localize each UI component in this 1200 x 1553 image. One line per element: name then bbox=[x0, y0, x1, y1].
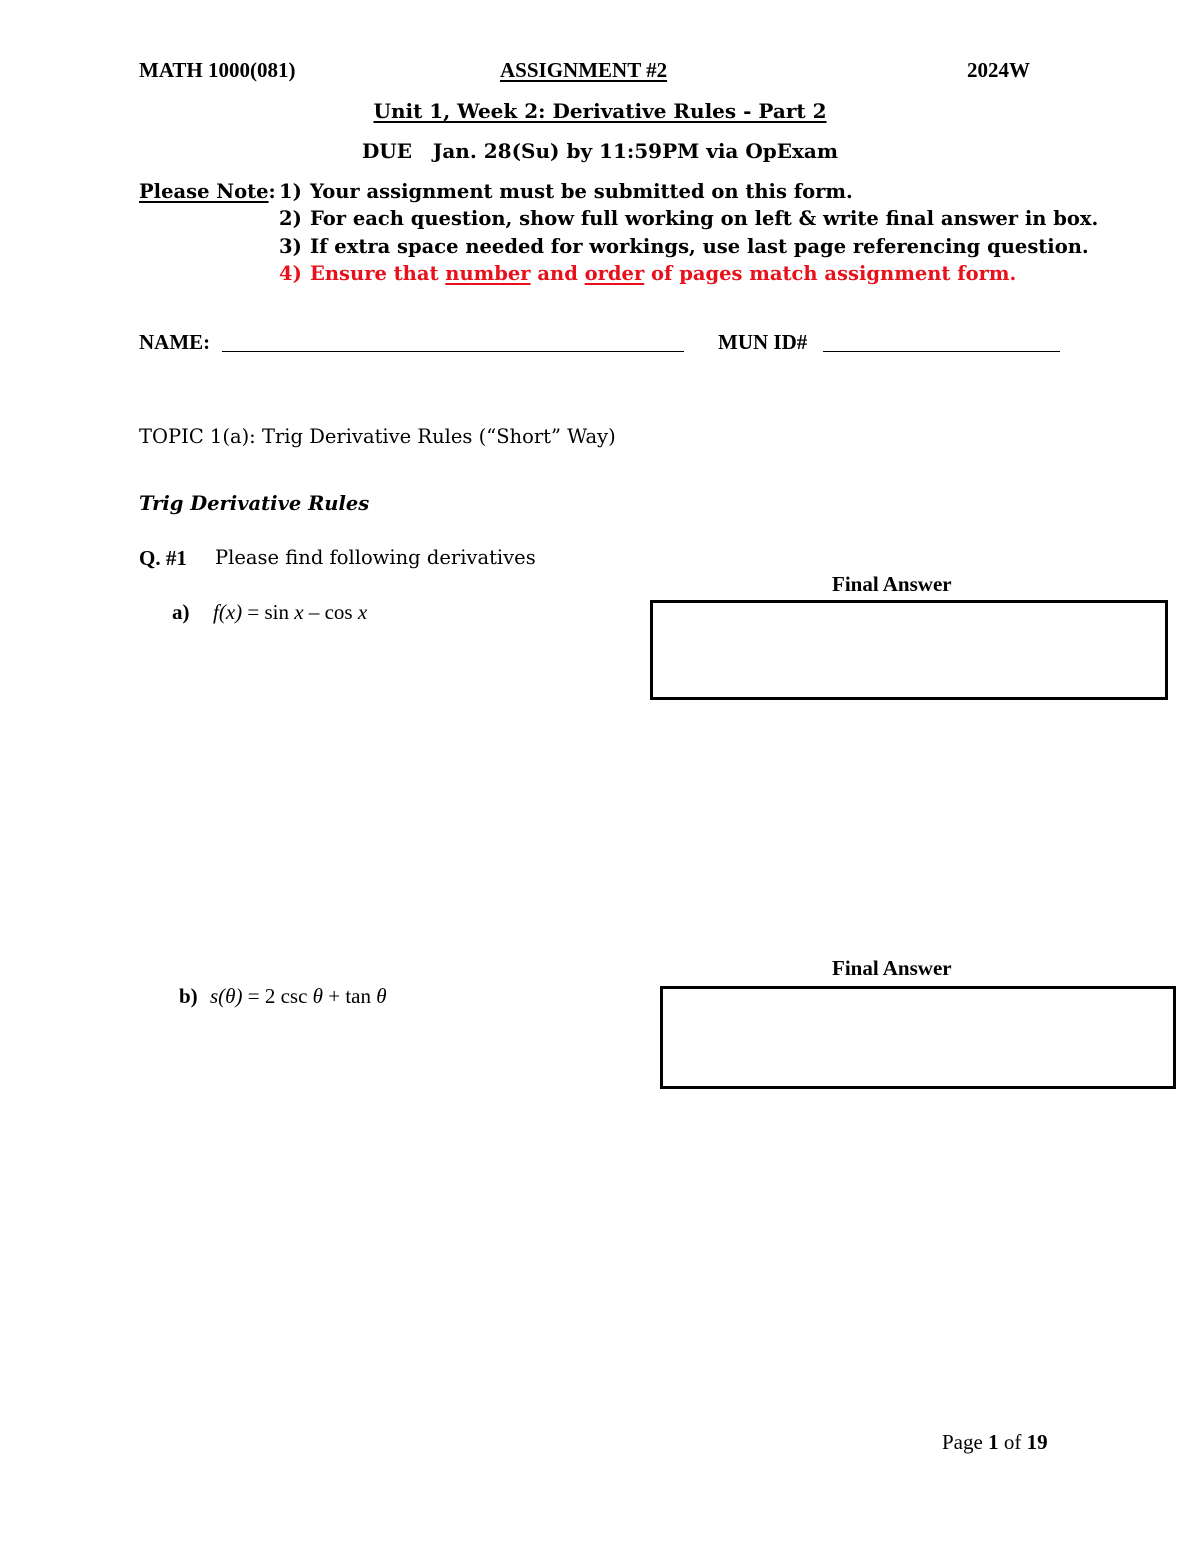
assignment-title: ASSIGNMENT #2 bbox=[500, 58, 668, 82]
note-item-4: 4) Ensure that number and order of pages match assignment form. bbox=[279, 262, 1017, 285]
mun-id-field-line[interactable] bbox=[823, 351, 1060, 352]
term: 2024W bbox=[967, 58, 1030, 82]
name-label: NAME: bbox=[139, 330, 211, 354]
answer-box-b[interactable] bbox=[660, 986, 1176, 1089]
notes-label: Please Note: bbox=[139, 180, 276, 203]
note-item-1: 1) Your assignment must be submitted on this form. bbox=[279, 180, 853, 203]
section-heading: Trig Derivative Rules bbox=[139, 492, 370, 515]
note-item-2: 2) For each question, show full working on left & write final answer in box. bbox=[279, 207, 1099, 230]
topic-heading: TOPIC 1(a): Trig Derivative Rules (“Short” Way) bbox=[139, 425, 616, 448]
question-label: Q. #1 bbox=[139, 546, 187, 570]
part-b-expression: s(θ) = 2 csc θ + tan θ bbox=[210, 984, 387, 1008]
unit-subtitle: Unit 1, Week 2: Derivative Rules - Part 2 bbox=[373, 99, 827, 123]
question-prompt: Please find following derivatives bbox=[215, 546, 536, 569]
part-a-label: a) bbox=[172, 600, 190, 624]
answer-box-a[interactable] bbox=[650, 600, 1168, 700]
name-field-line[interactable] bbox=[222, 351, 684, 352]
part-a-expression: f(x) = sin x – cos x bbox=[213, 600, 368, 624]
due-line bbox=[0, 139, 1200, 163]
note-item-3: 3) If extra space needed for workings, use last page referencing question. bbox=[279, 235, 1089, 258]
due-label: DUE bbox=[361, 139, 412, 163]
due-text: Jan. 28(Su) by 11:59PM via OpExam bbox=[432, 139, 839, 163]
course-code: MATH 1000(081) bbox=[139, 58, 296, 82]
final-answer-label-b: Final Answer bbox=[832, 956, 952, 980]
final-answer-label-a: Final Answer bbox=[832, 572, 952, 596]
mun-id-label: MUN ID# bbox=[718, 330, 808, 354]
part-b-label: b) bbox=[179, 984, 198, 1008]
page-number: Page 1 of 19 bbox=[942, 1430, 1048, 1454]
